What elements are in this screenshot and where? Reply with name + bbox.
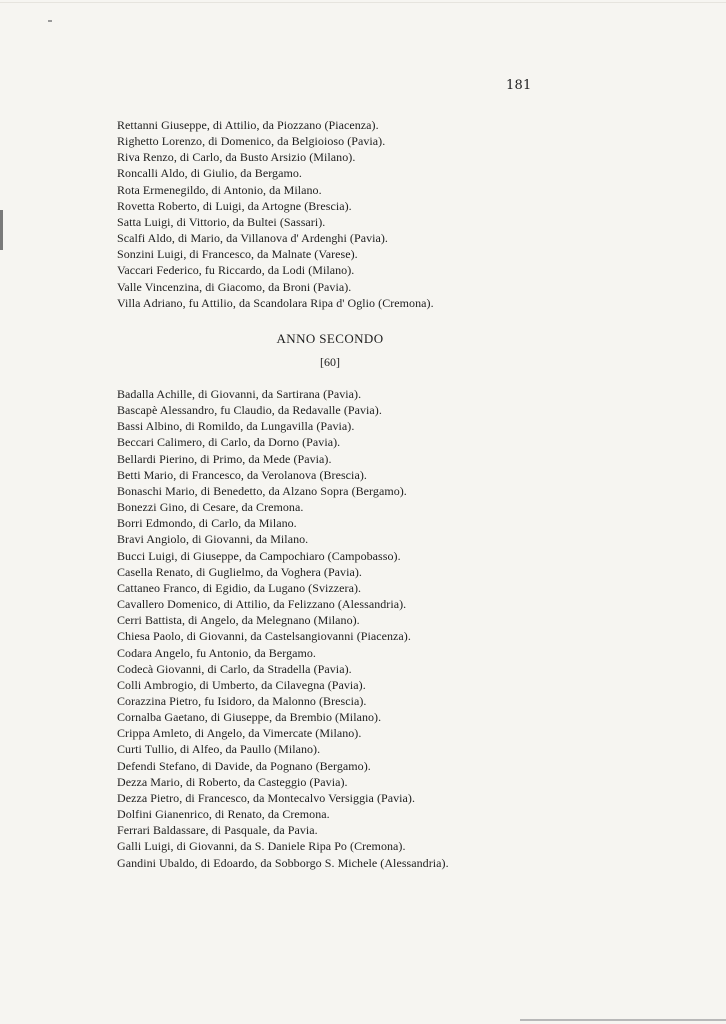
student-entry: Chiesa Paolo, di Giovanni, da Castelsangiovanni (Piacenza).: [117, 629, 411, 644]
student-entry: Rota Ermenegildo, di Antonio, da Milano.: [117, 182, 322, 197]
scan-edge-left: [0, 210, 3, 250]
student-entry: Rovetta Roberto, di Luigi, da Artogne (Brescia).: [117, 198, 352, 213]
student-entry: Rettanni Giuseppe, di Attilio, da Piozzano (Piacenza).: [117, 118, 379, 132]
student-entry: Borri Edmondo, di Carlo, da Milano.: [117, 516, 297, 531]
student-list-anno-secondo: [117, 386, 717, 871]
student-entry: Cerri Battista, di Angelo, da Melegnano (Milano).: [117, 613, 360, 628]
student-entry: Gandini Ubaldo, di Edoardo, da Sobborgo S. Michele (Alessandria).: [117, 855, 449, 870]
student-entry: Dezza Mario, di Roberto, da Casteggio (Pavia).: [117, 774, 348, 789]
student-entry: Dolfini Gianenrico, di Renato, da Cremona.: [117, 807, 330, 822]
student-entry: Cattaneo Franco, di Egidio, da Lugano (Svizzera).: [117, 580, 362, 595]
scan-edge-bottom: [520, 1019, 726, 1021]
student-entry: Ferrari Baldassare, di Pasquale, da Pavia.: [117, 823, 318, 838]
student-entry: Badalla Achille, di Giovanni, da Sartirana (Pavia).: [117, 387, 362, 401]
student-entry: Defendi Stefano, di Davide, da Pognano (Bergamo).: [117, 758, 371, 773]
scan-edge-top: [0, 2, 726, 3]
student-list-previous-year: [117, 117, 717, 311]
student-entry: Bassi Albino, di Romildo, da Lungavilla (Pavia).: [117, 419, 355, 434]
student-entry: Vaccari Federico, fu Riccardo, da Lodi (Milano).: [117, 263, 355, 278]
student-entry: Bonezzi Gino, di Cesare, da Cremona.: [117, 500, 304, 515]
student-entry: Roncalli Aldo, di Giulio, da Bergamo.: [117, 166, 302, 181]
student-entry: Curti Tullio, di Alfeo, da Paullo (Milano).: [117, 742, 321, 757]
student-entry: Crippa Amleto, di Angelo, da Vimercate (Milano).: [117, 726, 362, 741]
student-entry: Betti Mario, di Francesco, da Verolanova (Brescia).: [117, 467, 367, 482]
page-number: 181: [506, 78, 532, 93]
section-title: ANNO SECONDO: [276, 331, 384, 346]
student-entry: Bonaschi Mario, di Benedetto, da Alzano Sopra (Bergamo).: [117, 483, 407, 498]
student-entry: Valle Vincenzina, di Giacomo, da Broni (Pavia).: [117, 279, 352, 294]
student-entry: Dezza Pietro, di Francesco, da Montecalvo Versiggia (Pavia).: [117, 790, 416, 805]
student-entry: Sonzini Luigi, di Francesco, da Malnate (Varese).: [117, 247, 358, 262]
student-entry: Cavallero Domenico, di Attilio, da Felizzano (Alessandria).: [117, 597, 407, 612]
student-entry: Bravi Angiolo, di Giovanni, da Milano.: [117, 532, 309, 547]
student-entry: Colli Ambrogio, di Umberto, da Cilavegna (Pavia).: [117, 677, 366, 692]
student-entry: Galli Luigi, di Giovanni, da S. Daniele Ripa Po (Cremona).: [117, 839, 406, 854]
scan-speck: [48, 20, 52, 22]
student-entry: Codara Angelo, fu Antonio, da Bergamo.: [117, 645, 316, 660]
student-entry: Villa Adriano, fu Attilio, da Scandolara Ripa d' Oglio (Cremona).: [117, 295, 434, 310]
student-entry: Corazzina Pietro, fu Isidoro, da Malonno (Brescia).: [117, 693, 367, 708]
student-entry: Bascapè Alessandro, fu Claudio, da Redavalle (Pavia).: [117, 403, 382, 418]
student-entry: Scalfi Aldo, di Mario, da Villanova d' Ardenghi (Pavia).: [117, 231, 388, 246]
student-entry: Cornalba Gaetano, di Giuseppe, da Brembio (Milano).: [117, 710, 382, 725]
student-entry: Casella Renato, di Guglielmo, da Voghera (Pavia).: [117, 564, 362, 579]
student-entry: Codecà Giovanni, di Carlo, da Stradella (Pavia).: [117, 661, 352, 676]
student-entry: Beccari Calimero, di Carlo, da Dorno (Pavia).: [117, 435, 341, 450]
student-entry: Bucci Luigi, di Giuseppe, da Campochiaro (Campobasso).: [117, 548, 401, 563]
student-entry: Riva Renzo, di Carlo, da Busto Arsizio (Milano).: [117, 150, 356, 165]
student-entry: Righetto Lorenzo, di Domenico, da Belgioioso (Pavia).: [117, 134, 386, 149]
student-entry: Bellardi Pierino, di Primo, da Mede (Pavia).: [117, 451, 332, 466]
section-count: [60]: [320, 355, 340, 369]
student-entry: Satta Luigi, di Vittorio, da Bultei (Sassari).: [117, 214, 326, 229]
